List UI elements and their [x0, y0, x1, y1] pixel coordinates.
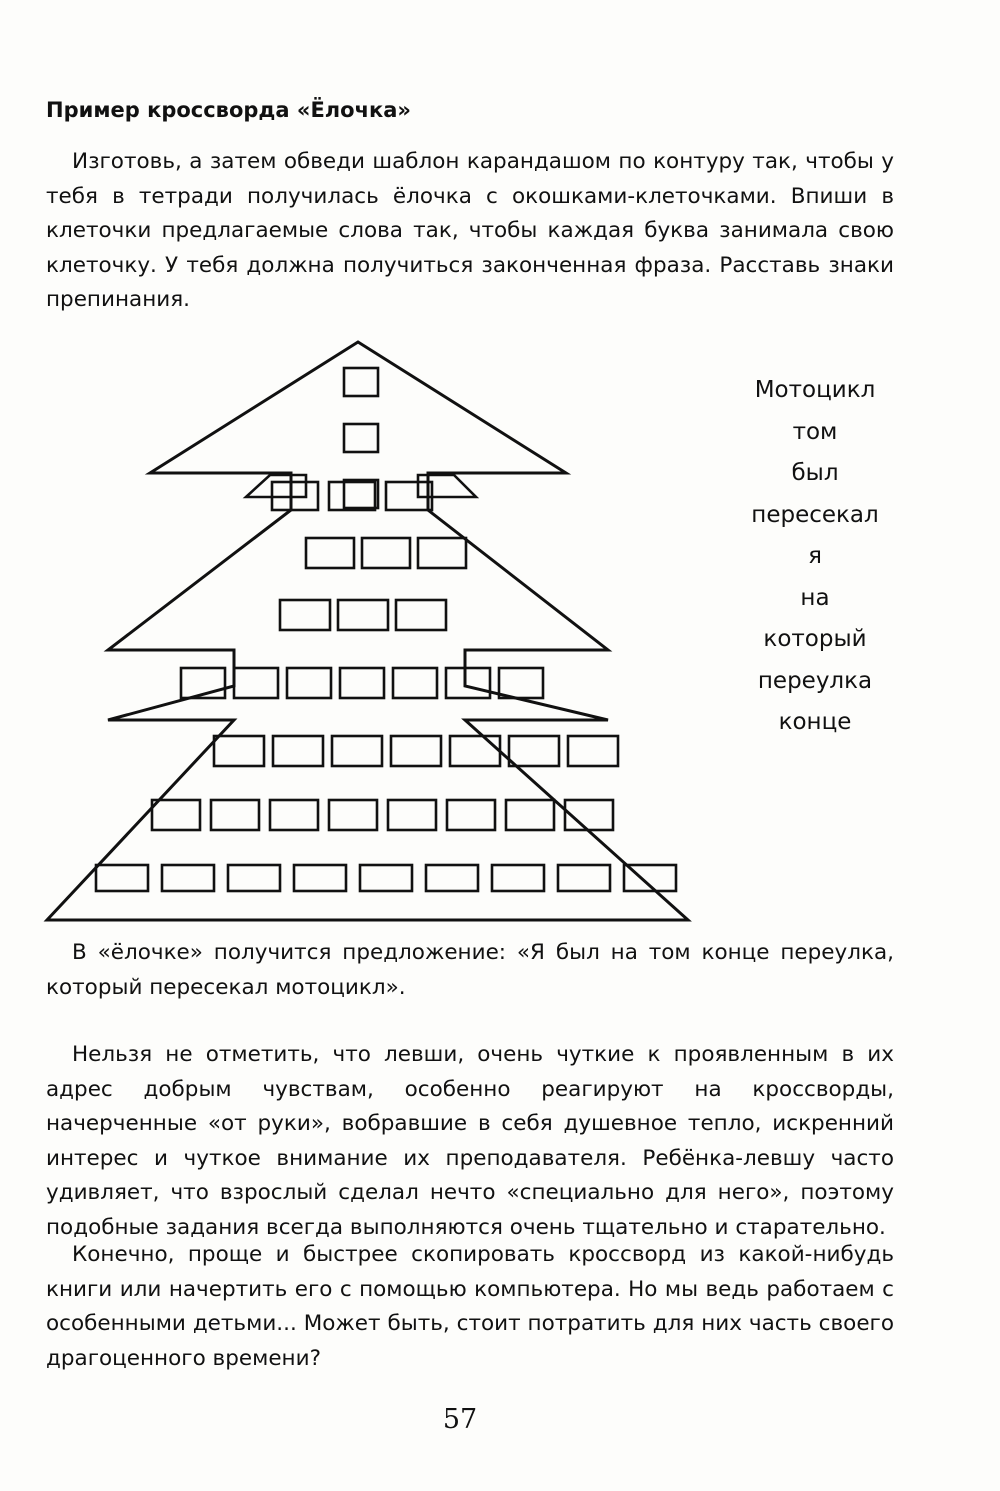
crossword-cell: [492, 865, 544, 891]
crossword-cell: [426, 865, 478, 891]
crossword-cell: [446, 668, 490, 698]
word-item: я: [808, 543, 822, 569]
christmas-tree-crossword: [0, 330, 730, 930]
intro-paragraph: Изготовь, а затем обведи шаблон карандашом по контуру так, чтобы у тебя в тетради получилась ёлочка с окошками-клеточками. Впиши в клеточки предлагаемые слова так, чтобы каждая буква занимала свою клеточку. У тебя должна получиться законченная фраза. Расставь знаки препинания.: [46, 149, 894, 312]
word-item: пересекал: [751, 501, 879, 528]
crossword-cell: [362, 538, 410, 568]
crossword-cell: [338, 600, 388, 630]
crossword-cell: [332, 736, 382, 766]
crossword-cell: [396, 600, 446, 630]
crossword-cell: [393, 668, 437, 698]
crossword-cell: [499, 668, 543, 698]
result-paragraph: В «ёлочке» получится предложение: «Я был на том конце переулка, который пересекал мотоцикл».: [46, 940, 894, 1000]
crossword-cell: [340, 668, 384, 698]
left-handers-paragraph: Нельзя не отметить, что левши, очень чуткие к проявленным в их адрес добрым чувствам, особенно реагируют на кроссворды, начерченные «от руки», вобравшие в себя душевное тепло, искренний интерес и чуткое внимание их преподавателя. Ребёнка-левшу часто удивляет, что взрослый сделал нечто «специально для него», поэтому подобные задания всегда выполняются очень тщательно и старательно.: [46, 1042, 894, 1240]
word-item: был: [791, 460, 839, 486]
word-item: на: [800, 584, 830, 611]
crossword-cell: [306, 538, 354, 568]
crossword-cell: [344, 424, 378, 452]
word-item: Мотоцикл: [754, 377, 876, 403]
crossword-cell: [388, 800, 436, 830]
crossword-cell: [450, 736, 500, 766]
crossword-cell: [329, 482, 375, 510]
crossword-cell: [447, 800, 495, 830]
word-item: который: [763, 626, 867, 652]
crossword-cell: [162, 865, 214, 891]
crossword-side-cell: [246, 475, 306, 497]
crossword-cell: [418, 538, 466, 568]
crossword-cell: [152, 800, 200, 830]
crossword-cell: [506, 800, 554, 830]
crossword-cell: [280, 600, 330, 630]
conclusion-paragraph: Конечно, проще и быстрее скопировать кроссворд из какой-нибудь книги или начертить его с помощью компьютера. Но мы ведь работаем с особенными детьми... Может быть, стоит потратить для них часть своего драгоценного времени?: [46, 1242, 894, 1371]
crossword-word-list: [735, 370, 895, 744]
crossword-cell: [287, 668, 331, 698]
word-item: конце: [778, 709, 852, 735]
crossword-cell: [294, 865, 346, 891]
word-item: том: [792, 418, 838, 445]
crossword-cell: [568, 736, 618, 766]
crossword-cell: [360, 865, 412, 891]
crossword-cell: [96, 865, 148, 891]
section-heading: Пример кроссворда «Ёлочка»: [46, 98, 411, 122]
crossword-cell: [391, 736, 441, 766]
crossword-cell: [214, 736, 264, 766]
crossword-cell: [234, 668, 278, 698]
crossword-cells: [96, 368, 676, 891]
crossword-cell: [273, 736, 323, 766]
crossword-cell: [211, 800, 259, 830]
crossword-cell: [270, 800, 318, 830]
page-number: 57: [442, 1404, 478, 1435]
crossword-cell: [329, 800, 377, 830]
crossword-cell: [558, 865, 610, 891]
crossword-cell: [228, 865, 280, 891]
crossword-cell: [344, 368, 378, 396]
word-item: переулка: [757, 667, 873, 694]
crossword-cell: [344, 480, 378, 508]
crossword-cell: [509, 736, 559, 766]
